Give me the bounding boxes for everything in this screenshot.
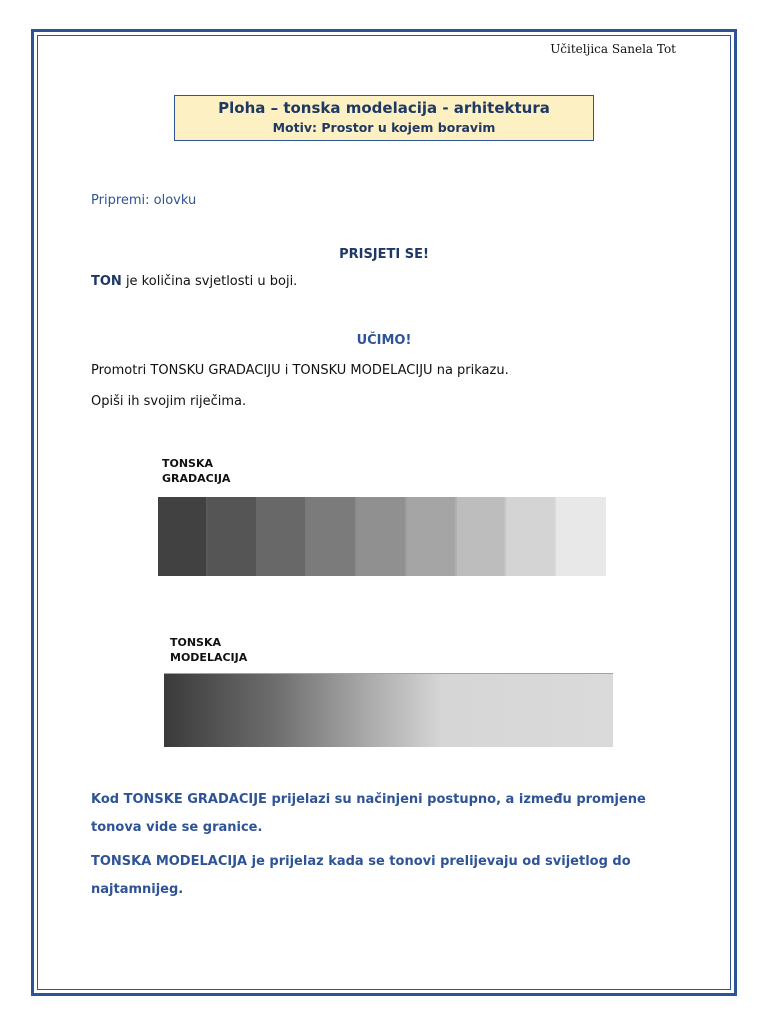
author-name: Učiteljica Sanela Tot [550,42,676,56]
gradation-step [407,497,457,576]
ton-definition-text: je količina svjetlosti u boji. [121,274,298,289]
learn-instruction-2: Opiši ih svojim riječima. [91,394,247,409]
prepare-text: Pripremi: olovku [91,193,197,208]
tonal-gradation-scale [158,497,606,576]
ton-term: TON [91,274,122,289]
page-subtitle: Motiv: Prostor u kojem boravim [272,120,496,135]
learn-instruction-1: Promotri TONSKU GRADACIJU i TONSKU MODELACIJU na prikazu. [91,363,509,378]
gradation-step [506,497,556,576]
conclusion-gradation: Kod TONSKE GRADACIJE prijelazi su načinjeni postupno, a između promjene tonova vide se granice. [91,792,646,835]
gradation-step [258,497,308,576]
tonal-modelation-gradient [164,673,613,747]
remember-heading: PRISJETI SE! [339,247,429,262]
gradation-step [556,497,606,576]
page-title: Ploha – tonska modelacija - arhitektura [218,99,550,117]
title-box [174,95,594,141]
gradation-label: TONSKA GRADACIJA [162,457,231,485]
gradation-step [158,497,208,576]
conclusion-modelation: TONSKA MODELACIJA je prijelaz kada se tonovi prelijevaju od svijetlog do najtamnijeg. [91,854,631,897]
modelation-label: TONSKA MODELACIJA [170,636,248,664]
gradation-step [457,497,507,576]
learn-heading: UČIMO! [356,333,412,348]
gradation-step [307,497,357,576]
ton-definition [91,274,297,289]
gradation-step [208,497,258,576]
gradation-step [357,497,407,576]
